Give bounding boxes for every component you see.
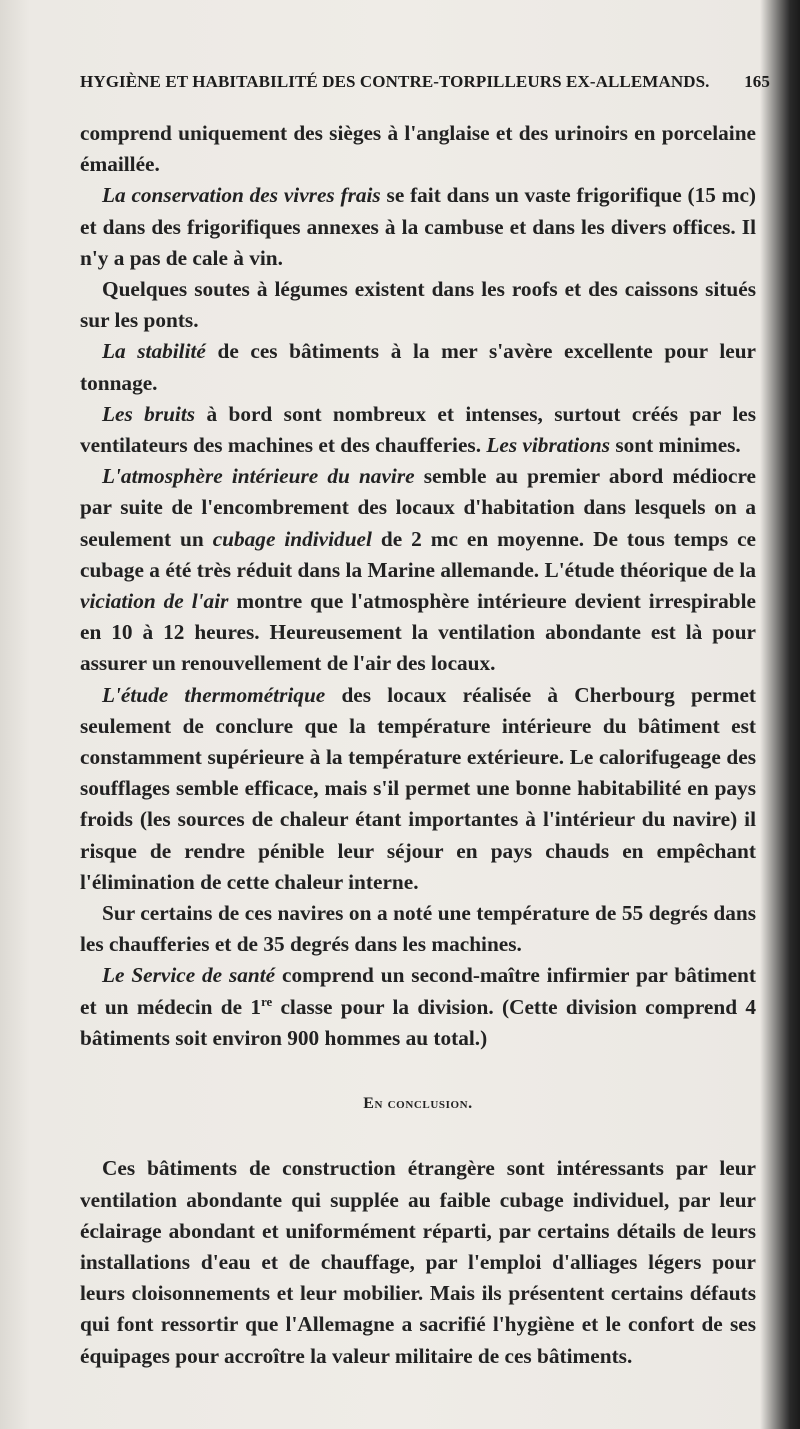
text-run: re [261, 994, 273, 1009]
body-text [80, 118, 756, 1372]
paragraph-service-sante [80, 960, 756, 1054]
text-run: de ces bâtiments à la mer s'avère excellente pour leur tonnage. [80, 339, 756, 395]
text-run: montre que l'atmosphère intérieure devient irrespirable en 10 à 12 heures. Heureusement la ventilation abondante est là pour assurer un renouvellement de l'air des locaux. [80, 589, 756, 676]
italic-phrase: cubage individuel [212, 526, 372, 551]
running-header [80, 72, 770, 92]
italic-phrase: L'étude thermométrique [102, 682, 326, 707]
text-run: comprend uniquement des sièges à l'anglaise et des urinoirs en porcelaine émaillée. [80, 121, 756, 177]
text-run: se fait dans un vaste frigorifique (15 mc) et dans des frigorifiques annexes à la cambuse et dans les divers offices. Il n'y a pas de cale à vin. [80, 183, 756, 270]
text-run: des locaux réalisée à Cherbourg permet seulement de conclure que la température intérieure du bâtiment est constamment supérieure à la température extérieure. Le calorifugeage des soufflages semble efficace, mais s'il permet une bonne habitabilité en pays froids (les sources de chaleur étant importantes à l'intérieur du navire) il risque de rendre pénible leur séjour en pays chauds en empêchant l'élimination de cette chaleur interne. [80, 682, 756, 894]
italic-phrase: Les bruits [102, 401, 196, 426]
paragraph-soutes [80, 274, 756, 336]
running-title: HYGIÈNE ET HABITABILITÉ DES CONTRE-TORPILLEURS EX-ALLEMANDS. [80, 72, 710, 91]
text-run: à bord sont nombreux et intenses, surtout créés par les ventilateurs des machines et des chaufferies. [80, 401, 756, 458]
italic-phrase: La stabilité [102, 339, 206, 364]
italic-phrase: L'atmosphère intérieure du navire [102, 464, 415, 489]
paragraph-atmosphere [80, 461, 756, 679]
text-run: de 2 mc en moyenne. De tous temps ce cubage a été très réduit dans la Marine allemande. L'étude théorique de la [80, 526, 757, 582]
paragraph-stabilite [80, 336, 756, 398]
text-run: semble au premier abord médiocre par suite de l'encombrement des locaux d'habitation dans lesquels on a seulement un [80, 464, 756, 551]
text-run: Quelques soutes à légumes existent dans les roofs et des caissons situés sur les ponts. [80, 277, 756, 333]
italic-phrase: Le Service de santé [102, 963, 276, 988]
italic-phrase: Les vibrations [486, 433, 611, 458]
page-number: 165 [744, 72, 770, 91]
italic-phrase: La conservation des vivres frais [102, 183, 381, 208]
paragraph-thermometrique [80, 680, 756, 898]
text-run: comprend un second-maître infirmier par bâtiment et un médecin de 1 [80, 963, 756, 1019]
text-run: Sur certains de ces navires on a noté une température de 55 degrés dans les chaufferies et de 35 degrés dans les machines. [80, 901, 756, 957]
paragraph-continuation [80, 118, 756, 180]
text-run: classe pour la division. (Cette division comprend 4 bâtiments soit environ 900 hommes au total.) [80, 994, 756, 1050]
paragraph-temperature [80, 898, 756, 960]
text-run: sont minimes. [610, 433, 741, 458]
paragraph-conclusion: Ces bâtiments de construction étrangère sont intéressants par leur ventilation abondante qui supplée au faible cubage individuel, par leur éclairage abondant et uniformément réparti, par certains détails de leurs installations d'eau et de chauffage, par l'emploi d'alliages légers pour leurs cloisonnements et leur mobilier. Mais ils présentent certains défauts qui font ressortir que l'Allemagne a sacrifié l'hygiène et le confort de ses équipages pour accroître la valeur militaire de ces bâtiments. [80, 1156, 756, 1368]
italic-phrase: viciation de l'air [80, 589, 229, 614]
paragraph-bruits [80, 399, 756, 461]
section-heading: En conclusion. [363, 1095, 473, 1113]
paragraph-conservation [80, 180, 756, 274]
